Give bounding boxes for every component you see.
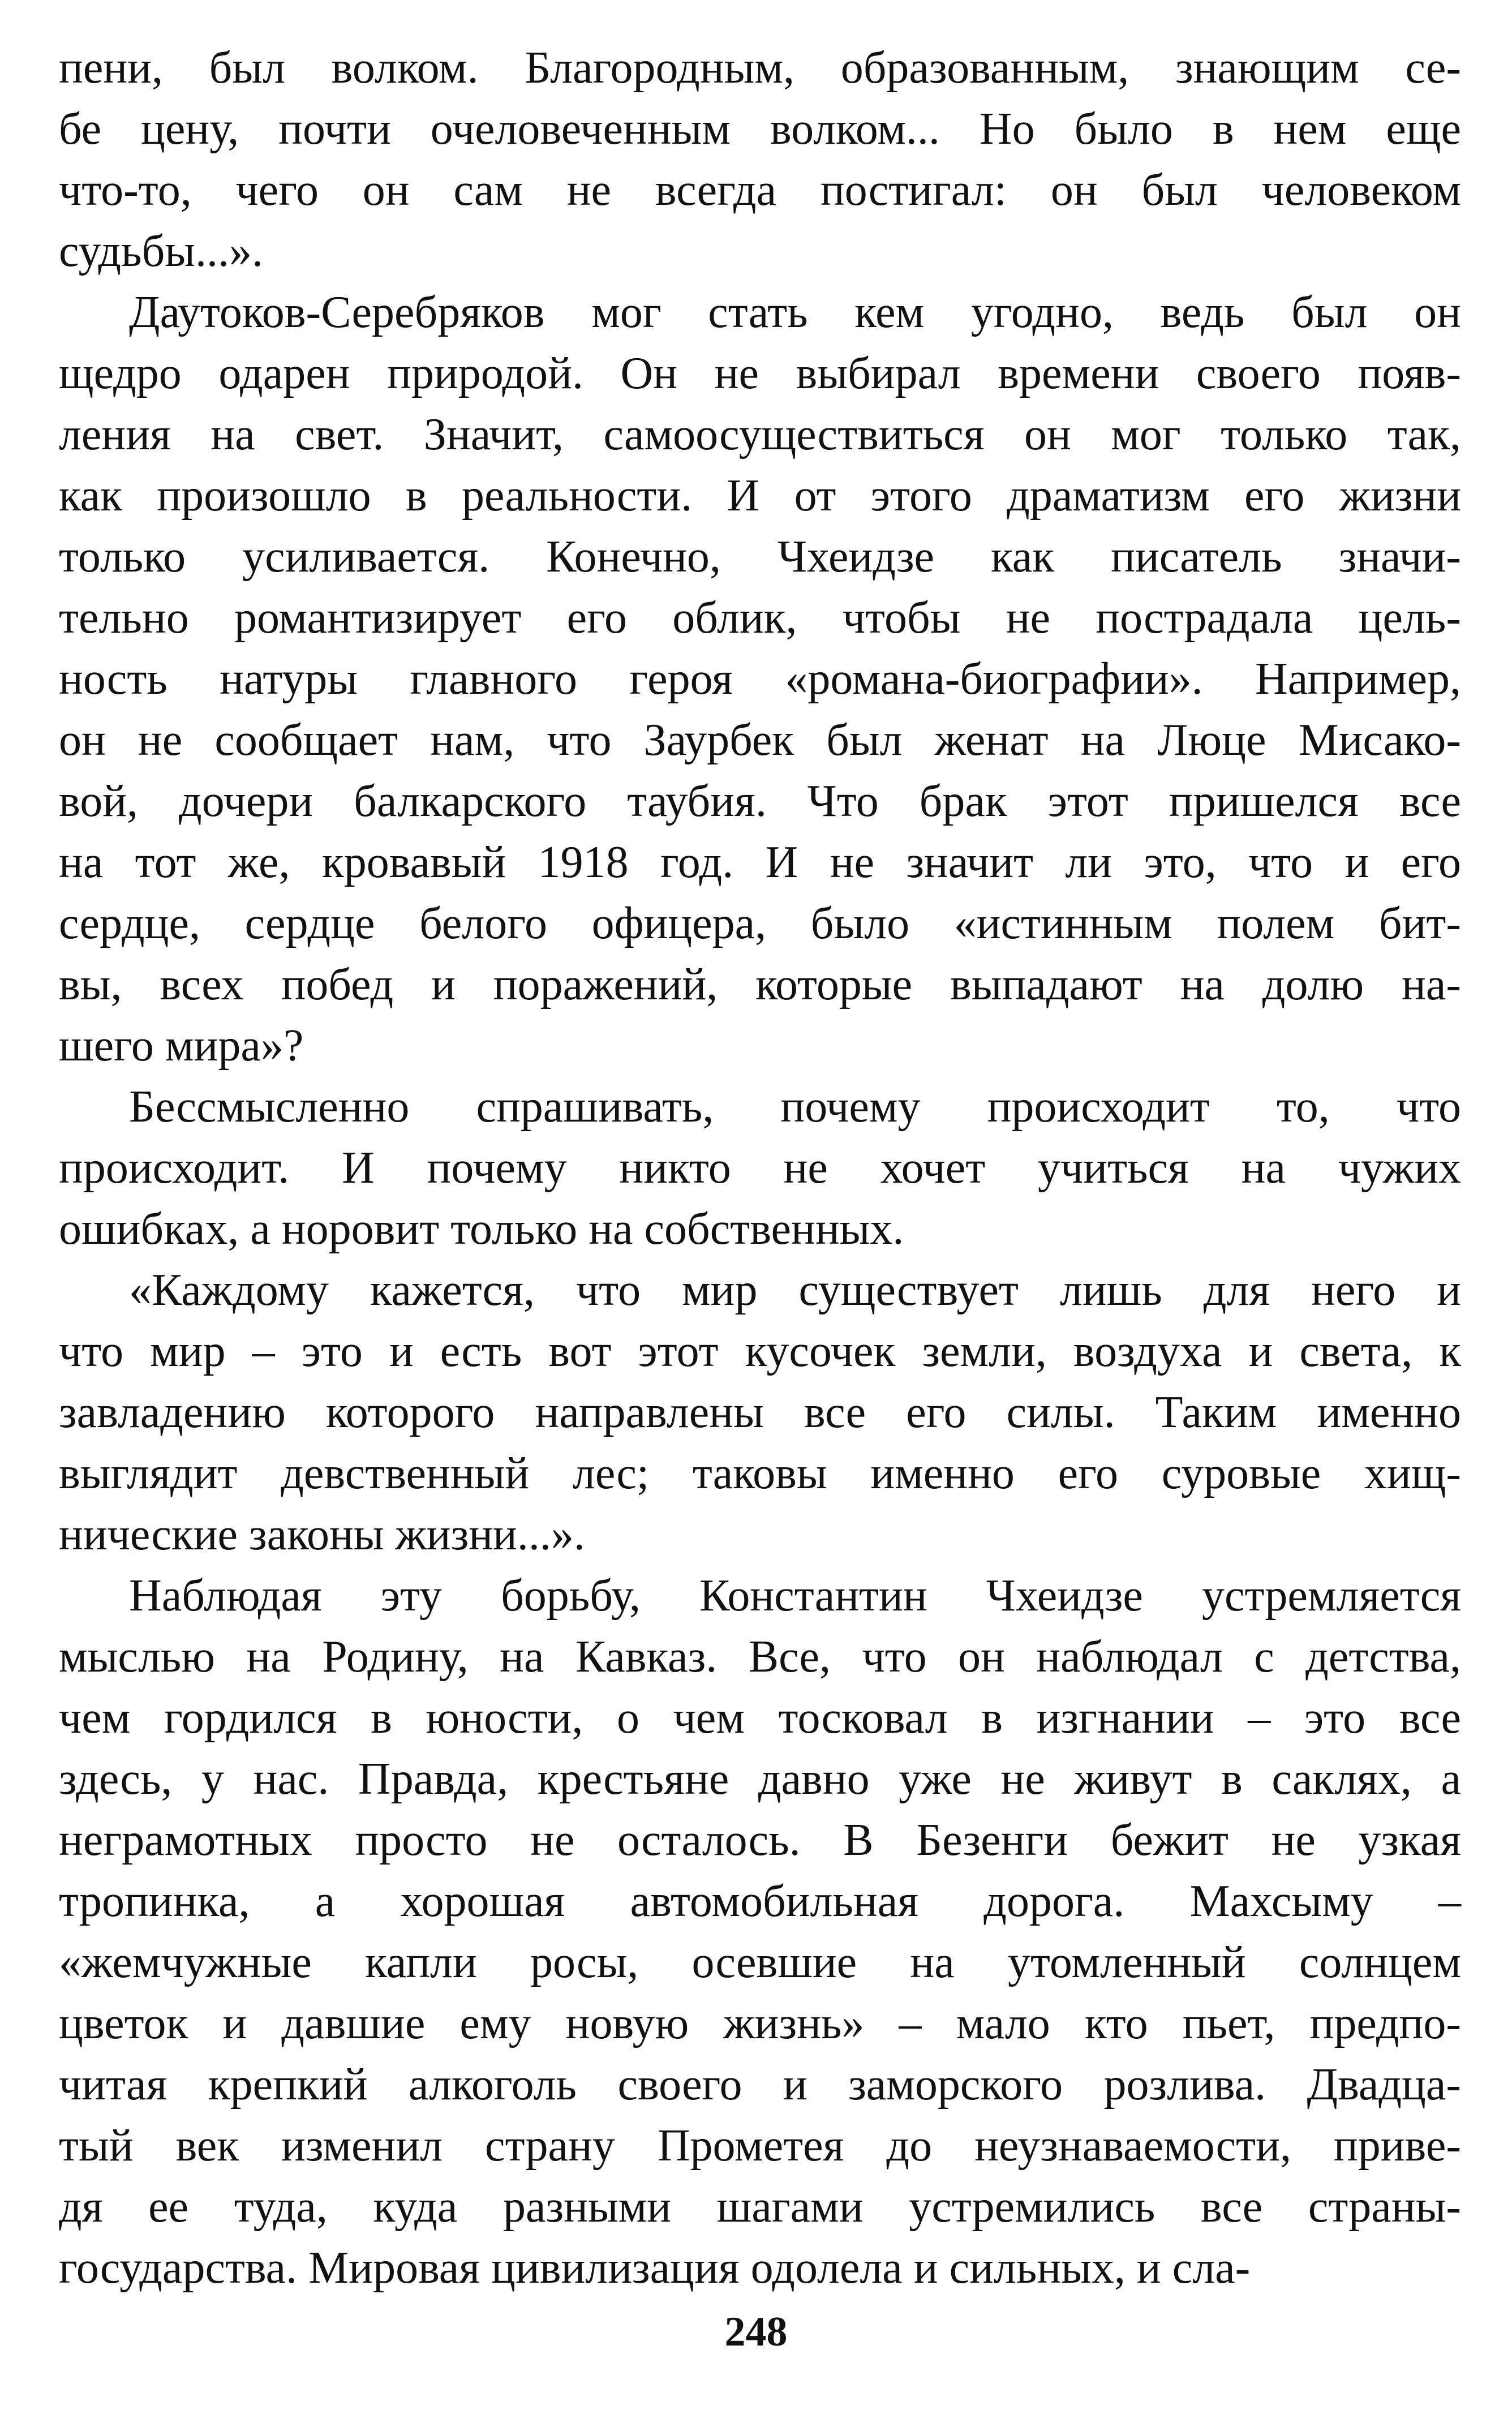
text-line: пени, был волком. Благородным, образованным, знающим се-	[59, 43, 1461, 93]
text-line: дя ее туда, куда разными шагами устремились все страны-	[59, 2182, 1461, 2232]
text-line: неграмотных просто не осталось. В Безенги бежит не узкая	[59, 1815, 1461, 1865]
text-line: «Каждому кажется, что мир существует лишь для него и	[129, 1265, 1461, 1315]
text-line: ошибках, а норовит только на собственных.	[59, 1204, 904, 1254]
text-line: Наблюдая эту борьбу, Константин Чхеидзе устремляется	[129, 1571, 1461, 1621]
text-line: только усиливается. Конечно, Чхеидзе как писатель значи-	[59, 532, 1461, 582]
text-line: выглядит девственный лес; таковы именно его суровые хищ-	[59, 1449, 1461, 1498]
text-line: ность натуры главного героя «романа-биографии». Например,	[59, 654, 1461, 704]
text-line: как произошло в реальности. И от этого драматизм его жизни	[59, 471, 1461, 521]
text-line: что мир – это и есть вот этот кусочек земли, воздуха и света, к	[59, 1326, 1461, 1376]
text-line: нические законы жизни...».	[59, 1510, 585, 1560]
text-line: ления на свет. Значит, самоосуществиться он мог только так,	[59, 410, 1461, 459]
text-line: вой, дочери балкарского таубия. Что брак этот пришелся все	[59, 776, 1461, 826]
text-line: на тот же, кровавый 1918 год. И не значит ли это, что и его	[59, 837, 1461, 887]
text-line: читая крепкий алкоголь своего и заморского розлива. Двадца-	[59, 2060, 1461, 2110]
text-line: Даутоков-Серебряков мог стать кем угодно, ведь был он	[129, 287, 1461, 337]
text-line: тый век изменил страну Прометея до неузнаваемости, приве-	[59, 2121, 1461, 2171]
text-line: вы, всех побед и поражений, которые выпадают на долю на-	[59, 960, 1461, 1010]
text-line: шего мира»?	[59, 1021, 304, 1071]
paragraph	[59, 1565, 1461, 2299]
text-line: тельно романтизирует его облик, чтобы не пострадала цель-	[59, 593, 1461, 643]
text-line: что-то, чего он сам не всегда постигал: он был человеком	[59, 165, 1461, 215]
body-text	[59, 37, 1461, 2299]
text-line: государства. Мировая цивилизация одолела и сильных, и сла-	[59, 2243, 1251, 2293]
page-number: 248	[724, 2309, 788, 2355]
text-line: бе цену, почти очеловеченным волком... Но было в нем еще	[59, 104, 1461, 154]
text-line: мыслью на Родину, на Кавказ. Все, что он наблюдал с детства,	[59, 1632, 1461, 1682]
paragraph	[59, 1076, 1461, 1260]
paragraph	[59, 282, 1461, 1076]
text-line: здесь, у нас. Правда, крестьяне давно уже не живут в саклях, а	[59, 1754, 1461, 1804]
text-line: чем гордился в юности, о чем тосковал в изгнании – это все	[59, 1693, 1461, 1743]
text-line: «жемчужные капли росы, осевшие на утомленный солнцем	[59, 1938, 1461, 1987]
text-line: судьбы...».	[59, 226, 264, 276]
paragraph	[59, 37, 1461, 282]
text-line: Бессмысленно спрашивать, почему происходит то, что	[129, 1082, 1461, 1132]
text-line: завладению которого направлены все его силы. Таким именно	[59, 1388, 1461, 1437]
paragraph	[59, 1260, 1461, 1565]
text-line: сердце, сердце белого офицера, было «истинным полем бит-	[59, 899, 1461, 948]
text-line: цветок и давшие ему новую жизнь» – мало кто пьет, предпо-	[59, 1999, 1461, 2048]
text-line: тропинка, а хорошая автомобильная дорога. Махсыму –	[59, 1876, 1461, 1926]
text-line: происходит. И почему никто не хочет учиться на чужих	[59, 1143, 1461, 1193]
text-line: он не сообщает нам, что Заурбек был женат на Люце Мисако-	[59, 715, 1461, 765]
text-line: щедро одарен природой. Он не выбирал времени своего появ-	[59, 349, 1461, 398]
